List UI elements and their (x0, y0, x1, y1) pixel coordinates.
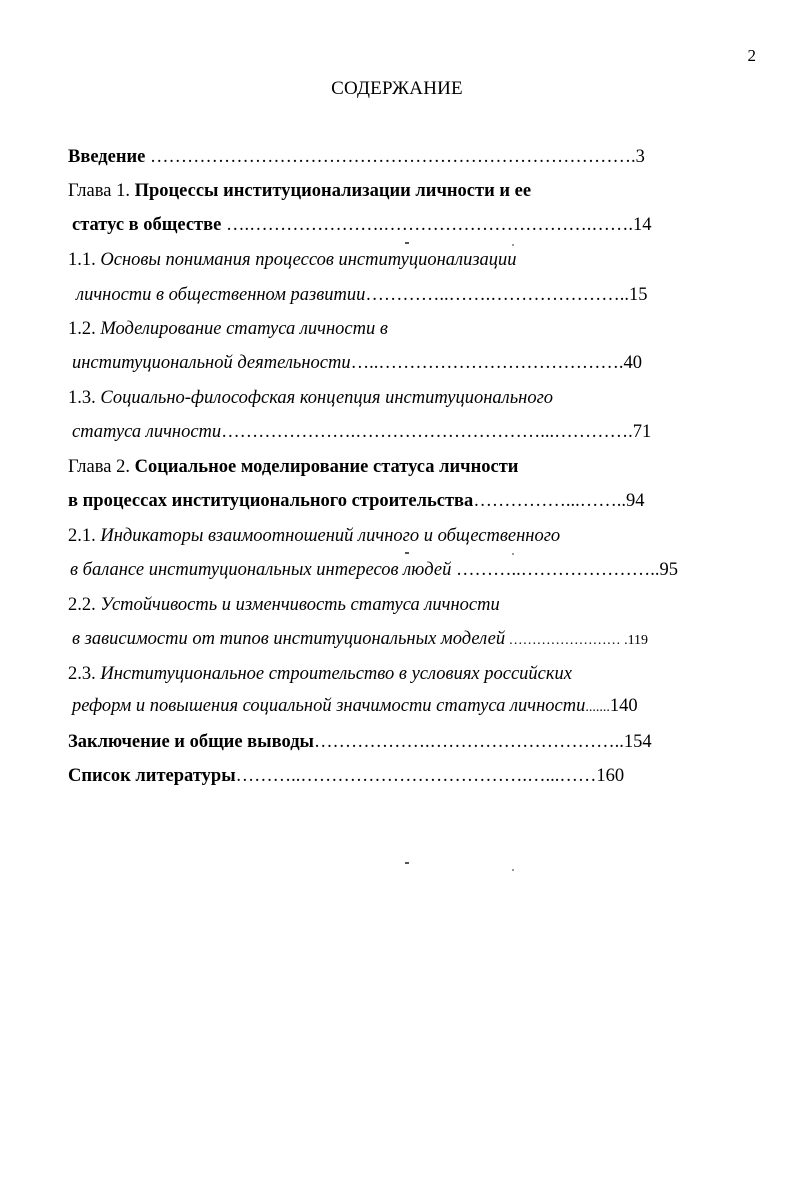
toc-chapter-prefix: Глава 2. (68, 457, 135, 477)
toc-chapter-2-line-1 (68, 455, 518, 479)
toc-page-number: 40 (623, 353, 642, 373)
toc-section-1-2-line-1 (68, 317, 388, 341)
toc-entry-label: Список литературы (68, 766, 236, 786)
toc-section-1-1-line-1 (68, 248, 517, 272)
toc-entry-label: Заключение и общие выводы (68, 732, 315, 752)
scan-artifact (512, 553, 514, 555)
scan-artifact (405, 862, 409, 864)
toc-section-1-2-line-2 (72, 351, 642, 375)
toc-entry-introduction (68, 145, 645, 169)
toc-entry-references (68, 764, 624, 788)
toc-page-number: 154 (623, 732, 652, 752)
toc-section-title: Институциональное строительство в условиях российских (100, 664, 573, 684)
toc-section-2-1-line-2 (70, 558, 678, 582)
toc-section-2-2-line-2 (72, 627, 648, 653)
toc-section-title: Основы понимания процессов институционализации (100, 250, 517, 270)
toc-leader-dots: ……………...…….. (473, 491, 626, 511)
toc-page-number: 14 (632, 215, 652, 235)
toc-leader-dots: ………………….…………………………...…………. (221, 422, 633, 442)
toc-section-title-cont: статуса личности (72, 422, 222, 442)
toc-chapter-title-cont: статус в обществе (72, 215, 222, 235)
toc-chapter-1-line-2 (72, 213, 651, 237)
toc-leader-dots: ……………………………………………………………………. (145, 147, 636, 167)
toc-section-title-cont: институциональной деятельности (72, 353, 351, 373)
toc-section-title-cont: личности в общественном развитии (76, 285, 366, 305)
toc-section-title: Устойчивость и изменчивость статуса личности (100, 595, 500, 615)
scan-artifact (405, 242, 409, 244)
toc-chapter-1-line-1 (68, 179, 531, 203)
toc-page-number: 140 (609, 696, 638, 716)
toc-section-number: 1.1. (68, 250, 101, 270)
toc-chapter-title-cont: в процессах институционального строительства (68, 491, 474, 511)
page-title: СОДЕРЖАНИЕ (331, 78, 463, 99)
toc-leader-dots: …………………… . (505, 633, 628, 648)
toc-section-title-cont: реформ и повышения социальной значимости статуса личности (72, 696, 586, 716)
toc-entry-conclusion (68, 730, 652, 754)
toc-leader-dots: ……………….………………………….. (314, 732, 624, 752)
toc-page-number: 15 (629, 285, 648, 305)
toc-section-title-cont: в зависимости от типов институциональных моделей (72, 629, 506, 649)
toc-section-2-3-line-2 (72, 694, 638, 720)
toc-section-number: 2.3. (68, 664, 101, 684)
toc-section-title: Моделирование статуса личности в (100, 319, 388, 339)
toc-leader-dots: …………..…….………………….. (365, 285, 630, 305)
toc-section-number: 1.2. (68, 319, 101, 339)
toc-section-2-3-line-1 (68, 662, 572, 686)
toc-chapter-title: Социальное моделирование статуса личности (134, 457, 519, 477)
toc-page-number: 71 (632, 422, 652, 442)
toc-leader-dots: …..…………………………………. (350, 353, 624, 373)
page-number: 2 (747, 46, 756, 65)
toc-section-2-2-line-1 (68, 593, 500, 617)
scan-artifact (405, 552, 409, 554)
toc-section-number: 2.2. (68, 595, 101, 615)
toc-entry-label: Введение (68, 147, 146, 167)
toc-page-number: 95 (659, 560, 678, 580)
toc-chapter-prefix: Глава 1. (68, 181, 135, 201)
toc-page-number: 119 (627, 633, 649, 648)
scan-artifact (512, 244, 514, 246)
toc-section-title: Социально-философская концепция институционального (100, 388, 554, 408)
scan-artifact (512, 869, 514, 871)
toc-section-1-3-line-2 (72, 420, 651, 444)
toc-section-1-3-line-1 (68, 386, 553, 410)
toc-leader-dots: ....... (585, 700, 610, 715)
toc-page-number: 94 (625, 491, 645, 511)
toc-page-number: 160 (596, 766, 625, 786)
toc-section-2-1-line-1 (68, 524, 560, 548)
toc-section-title: Индикаторы взаимоотношений личного и общественного (100, 526, 561, 546)
toc-section-number: 2.1. (68, 526, 101, 546)
toc-chapter-2-line-2 (68, 489, 644, 513)
toc-section-1-1-line-2 (76, 283, 648, 307)
toc-leader-dots: ………..………………….. (451, 560, 660, 580)
toc-chapter-title: Процессы институционализации личности и ее (134, 181, 532, 201)
toc-leader-dots: ….………………….…………………………….……. (221, 215, 633, 235)
toc-leader-dots: ………..……………………………….…...…… (235, 766, 597, 786)
toc-section-title-cont: в балансе институциональных интересов людей (70, 560, 452, 580)
toc-page-number: 3 (635, 147, 645, 167)
toc-section-number: 1.3. (68, 388, 101, 408)
